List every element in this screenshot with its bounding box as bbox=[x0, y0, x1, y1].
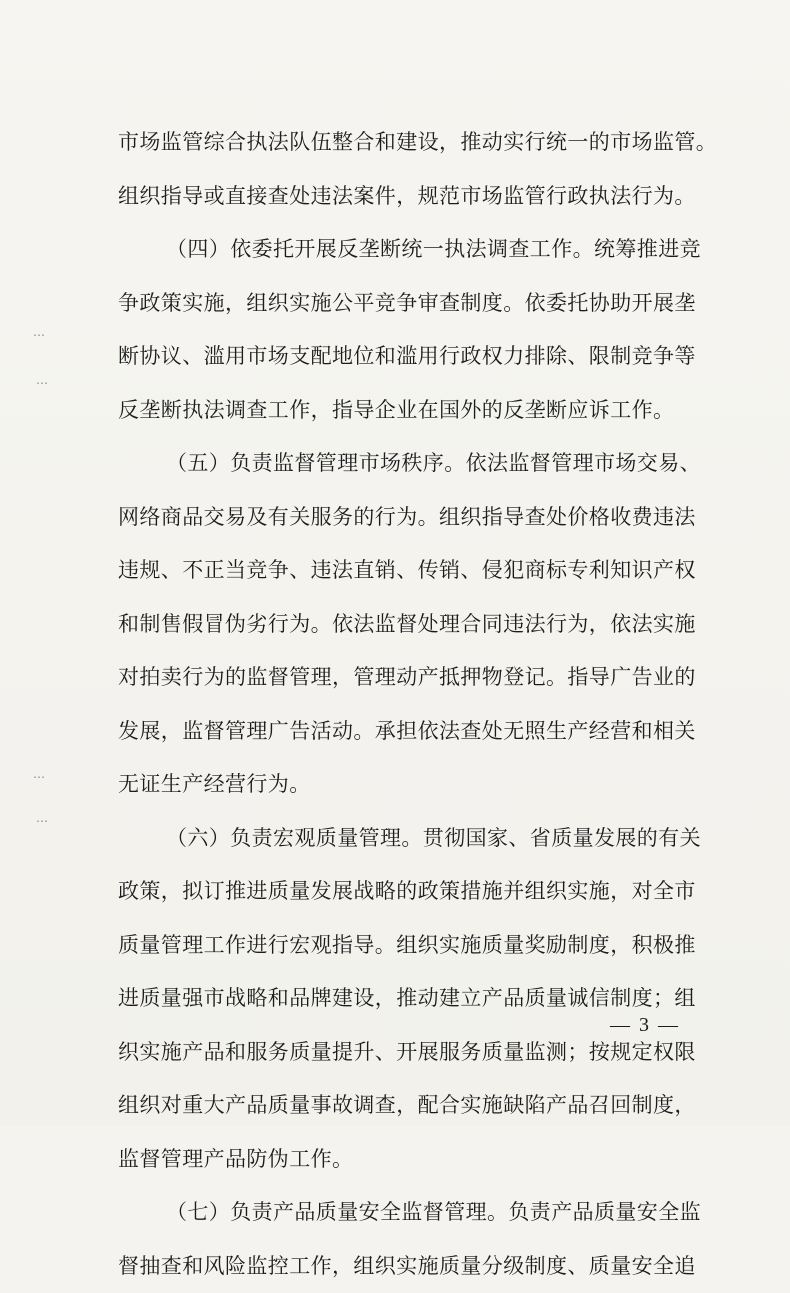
text-line: 质量管理工作进行宏观指导。组织实施质量奖励制度，积极推 bbox=[118, 919, 693, 973]
text-line: （五）负责监督管理市场秩序。依法监督管理市场交易、 bbox=[118, 437, 693, 491]
text-line: （六）负责宏观质量管理。贯彻国家、省质量发展的有关 bbox=[118, 812, 693, 866]
margin-smudge: ⋯ bbox=[36, 376, 52, 392]
text-line: 违规、不正当竞争、违法直销、传销、侵犯商标专利知识产权 bbox=[118, 544, 693, 598]
text-line: 进质量强市战略和品牌建设，推动建立产品质量诚信制度；组 bbox=[118, 972, 693, 1026]
margin-smudge: ⋯ bbox=[36, 814, 52, 830]
text-line: 市场监管综合执法队伍整合和建设，推动实行统一的市场监管。 bbox=[118, 116, 693, 170]
text-line: 反垄断执法调查工作，指导企业在国外的反垄断应诉工作。 bbox=[118, 384, 693, 438]
text-line: 组织指导或直接查处违法案件，规范市场监管行政执法行为。 bbox=[118, 170, 693, 224]
text-line: 断协议、滥用市场支配地位和滥用行政权力排除、限制竞争等 bbox=[118, 330, 693, 384]
text-line: 和制售假冒伪劣行为。依法监督处理合同违法行为，依法实施 bbox=[118, 598, 693, 652]
text-line: 政策，拟订推进质量发展战略的政策措施并组织实施，对全市 bbox=[118, 865, 693, 919]
text-line: 组织对重大产品质量事故调查，配合实施缺陷产品召回制度， bbox=[118, 1079, 693, 1133]
page-number: — 3 — bbox=[610, 1014, 680, 1037]
text-line: 无证生产经营行为。 bbox=[118, 758, 693, 812]
text-line: 争政策实施，组织实施公平竞争审查制度。依委托协助开展垄 bbox=[118, 277, 693, 331]
text-line: 织实施产品和服务质量提升、开展服务质量监测；按规定权限 bbox=[118, 1026, 693, 1080]
margin-smudge: ⋯ bbox=[33, 328, 49, 344]
text-line: （七）负责产品质量安全监督管理。负责产品质量安全监 bbox=[118, 1186, 693, 1240]
text-line: 监督管理产品防伪工作。 bbox=[118, 1133, 693, 1187]
text-line: 网络商品交易及有关服务的行为。组织指导查处价格收费违法 bbox=[118, 491, 693, 545]
body-text bbox=[118, 116, 693, 1293]
text-line: 发展，监督管理广告活动。承担依法查处无照生产经营和相关 bbox=[118, 705, 693, 759]
text-line: 对拍卖行为的监督管理，管理动产抵押物登记。指导广告业的 bbox=[118, 651, 693, 705]
text-line: （四）依委托开展反垄断统一执法调查工作。统筹推进竞 bbox=[118, 223, 693, 277]
text-line: 督抽查和风险监控工作，组织实施质量分级制度、质量安全追 bbox=[118, 1240, 693, 1293]
margin-smudge: ⋯ bbox=[33, 770, 49, 786]
